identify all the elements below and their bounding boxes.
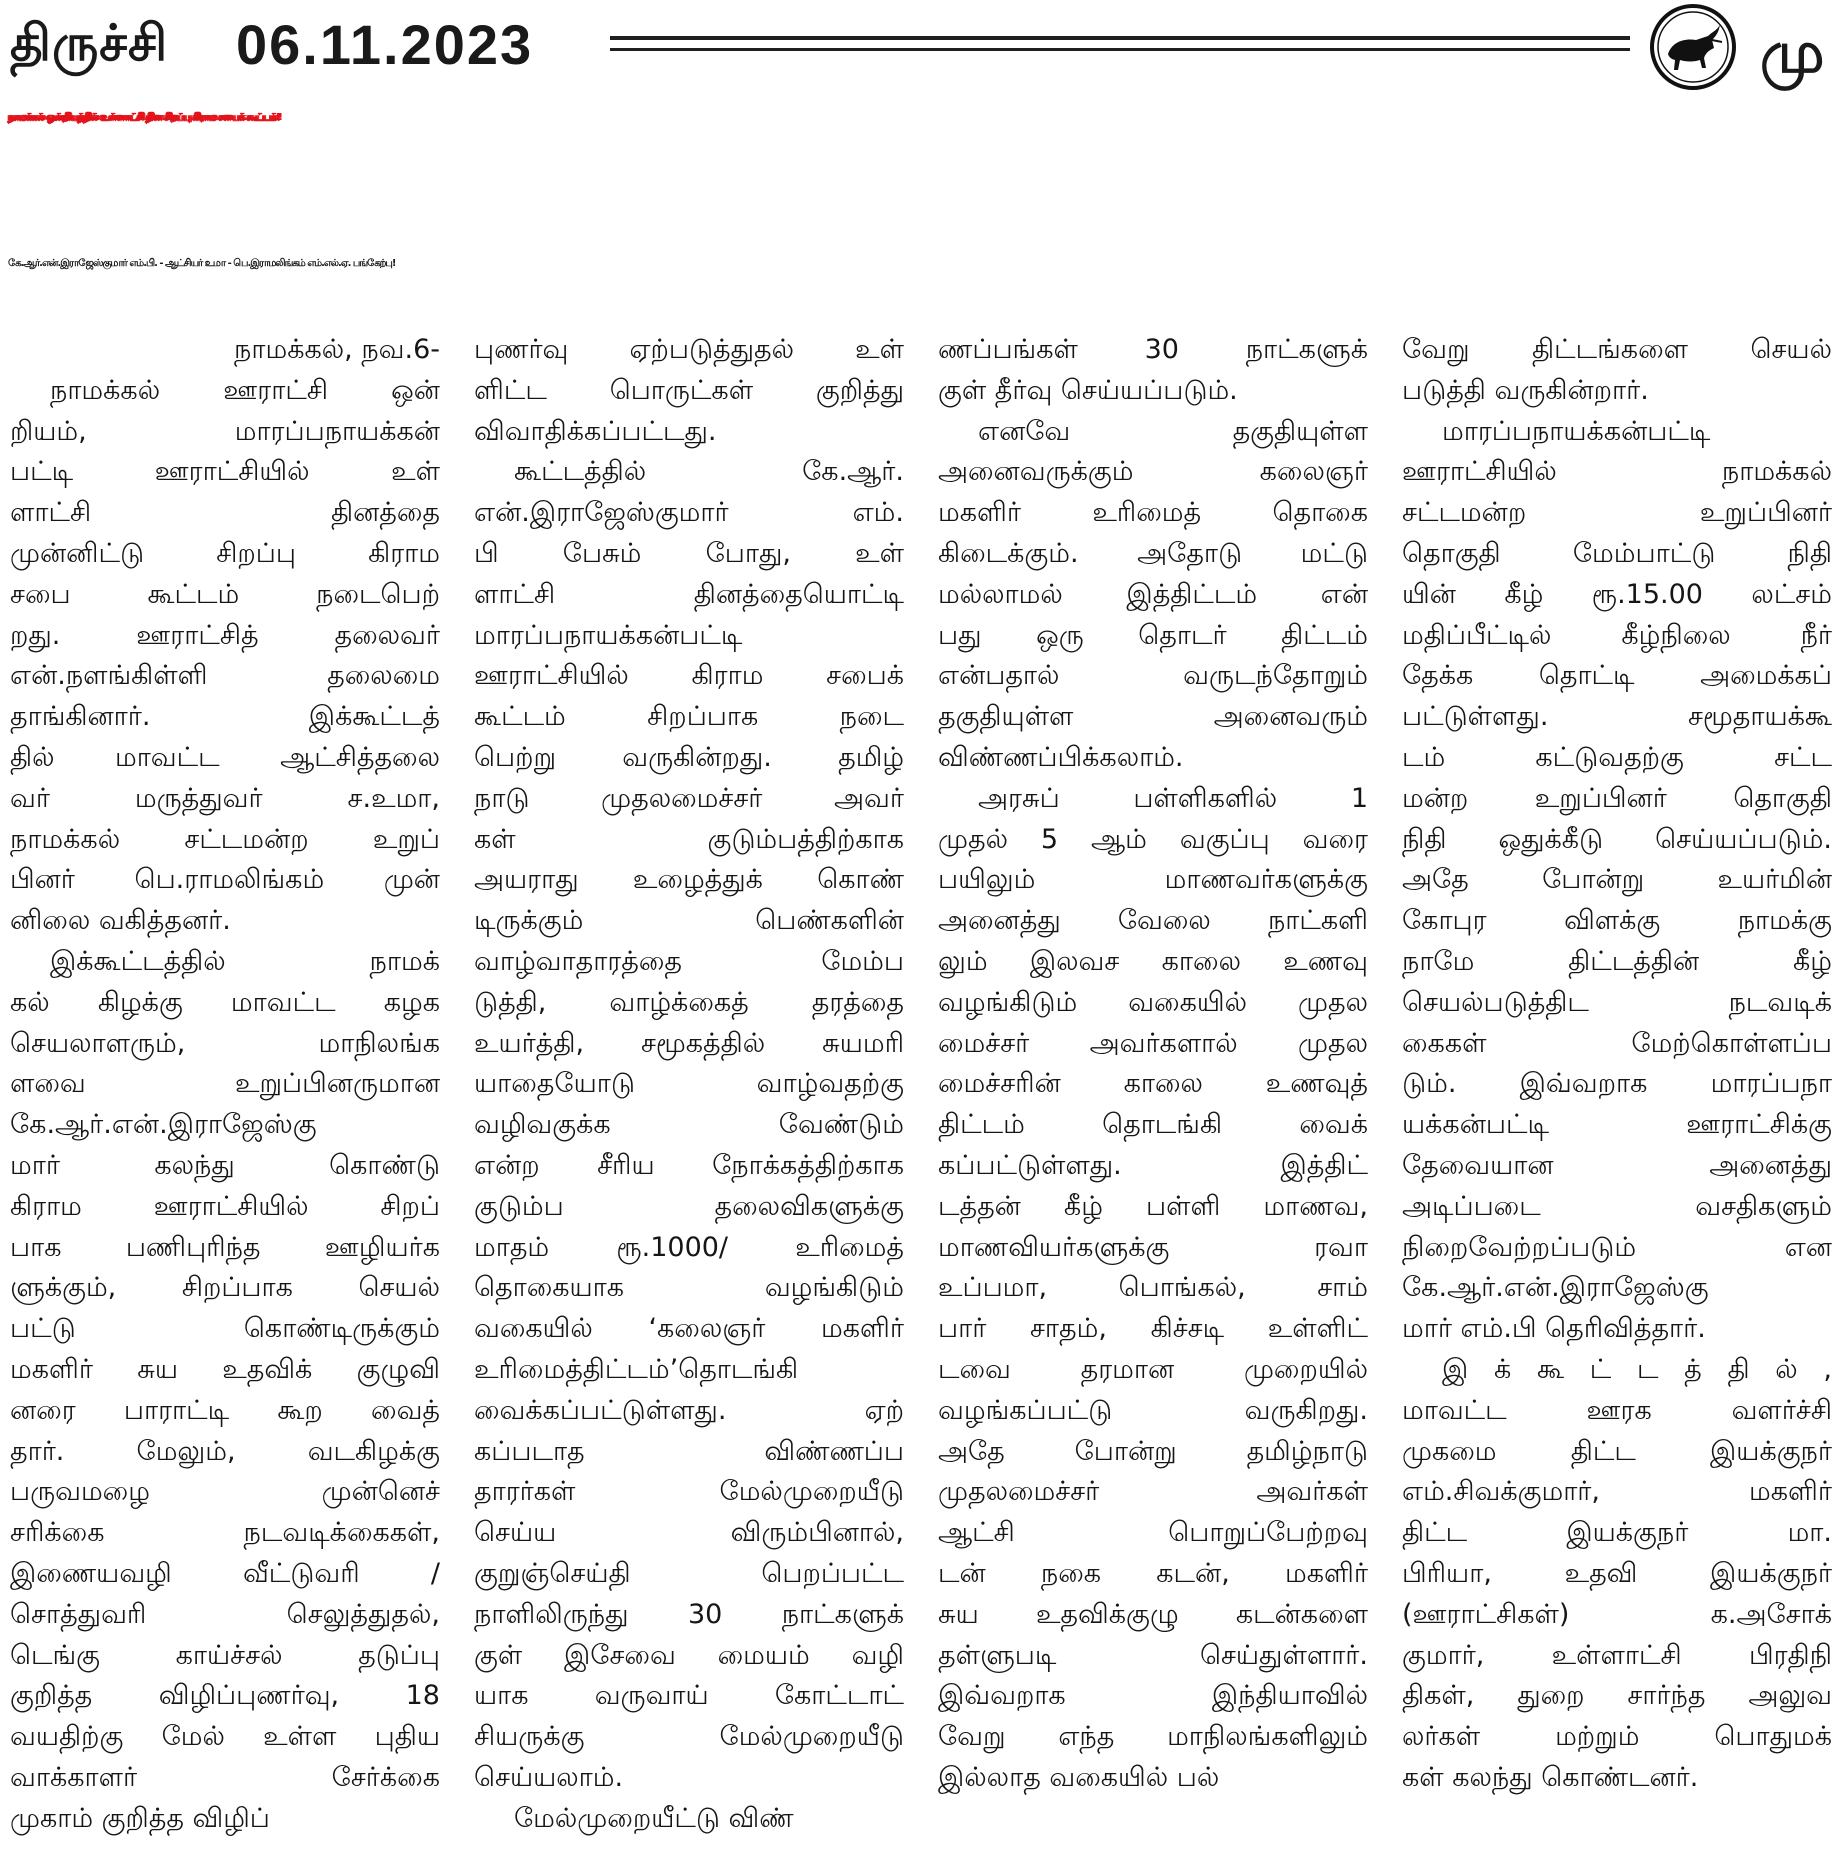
article-line: சட்டமன்ற உறுப்பினர் xyxy=(1402,497,1832,529)
article-line: டன் நகை கடன், மகளிர் xyxy=(938,1557,1368,1589)
masthead-rule xyxy=(610,36,1630,40)
article-line: பினர் பெ.ராமலிங்கம் முன் xyxy=(10,864,440,896)
article-line: டெங்கு காய்ச்சல் தடுப்பு xyxy=(10,1639,440,1671)
article-line: அடிப்படை வசதிகளும் xyxy=(1402,1190,1832,1222)
article-line: யாக வருவாய் கோட்டாட் xyxy=(474,1680,904,1712)
article-line: கள் குடும்பத்திற்காக xyxy=(474,823,904,855)
article-line: ளுக்கும், சிறப்பாக செயல் xyxy=(10,1272,440,1304)
article-line: நாமக்கல் சட்டமன்ற உறுப் xyxy=(10,823,440,855)
article-line: பார் சாதம், கிச்சடி உள்ளிட் xyxy=(938,1313,1368,1345)
article-line: யின் கீழ் ரூ.15.00 லட்சம் xyxy=(1402,578,1832,610)
article-line: ஊராட்சியில் நாமக்கல் xyxy=(1402,456,1832,488)
article-line: திட்டம் தொடங்கி வைக் xyxy=(938,1109,1368,1141)
article-line: இணையவழி வீட்டுவரி / xyxy=(10,1557,440,1589)
article-line: குறித்த விழிப்புணர்வு, 18 xyxy=(10,1680,440,1712)
article-line: நாளிலிருந்து 30 நாட்களுக் xyxy=(474,1598,904,1630)
article-line: மாரப்பநாயக்கன்பட்டி xyxy=(474,619,743,651)
article-line: அரசுப் பள்ளிகளில் 1 xyxy=(978,782,1368,814)
headline: நாமக்கல் ஒன்றியத்தில் உள்ளாட்சி தின சிறப்பு கிராம சபைக் கூட்டம்! xyxy=(8,112,280,123)
article-line: தில் மாவட்ட ஆட்சித்தலை xyxy=(10,741,440,773)
article-line: அனைவருக்கும் கலைஞர் xyxy=(938,456,1368,488)
article-line: ளாட்சி தினத்தையொட்டி xyxy=(474,578,904,610)
article-line: னிலை வகித்தனர். xyxy=(10,905,231,937)
article-line: தள்ளுபடி செய்துள்ளார். xyxy=(938,1639,1368,1671)
article-line: கூட்டத்தில் கே.ஆர். xyxy=(514,456,904,488)
article-line: மாணவியர்களுக்கு ரவா xyxy=(938,1231,1368,1263)
article-line: திட்ட இயக்குநர் மா. xyxy=(1402,1517,1832,1549)
article-line: பெற்று வருகின்றது. தமிழ் xyxy=(474,741,904,773)
article-line: மார் கலந்து கொண்டு xyxy=(10,1149,440,1181)
article-line: சுய உதவிக்குழு கடன்களை xyxy=(938,1598,1368,1630)
article-line: உப்பமா, பொங்கல், சாம் xyxy=(938,1272,1368,1304)
article-line: வழிவகுக்க வேண்டும் xyxy=(474,1109,904,1141)
article-line: பிரியா, உதவி இயக்குநர் xyxy=(1402,1557,1832,1589)
article-line: பது ஒரு தொடர் திட்டம் xyxy=(938,619,1368,651)
article-line: என்.இராஜேஸ்குமார் எம். xyxy=(474,497,904,529)
article-line: கிடைக்கும். அதோடு மட்டு xyxy=(938,537,1368,569)
article-line: கப்படாத விண்ணப்ப xyxy=(474,1435,904,1467)
article-line: வைக்கப்பட்டுள்ளது. ஏற் xyxy=(474,1394,904,1426)
article-line: குள் இசேவை மையம் வழி xyxy=(474,1639,904,1671)
article-line: வேறு திட்டங்களை செயல் xyxy=(1402,334,1832,365)
article-line: பட்டுள்ளது. சமூதாயக்கூ xyxy=(1402,701,1832,733)
article-line: இவ்வறாக இந்தியாவில் xyxy=(938,1680,1368,1712)
article-line: வகையில் ‘கலைஞர் மகளிர் xyxy=(474,1313,904,1345)
article-line: லர்கள் மற்றும் பொதுமக் xyxy=(1402,1721,1832,1753)
article-line: நாமக்கல், நவ.6- xyxy=(234,334,440,365)
article-line: பி பேசும் போது, உள் xyxy=(474,537,904,569)
article-line: (ஊராட்சிகள்) க.அசோக் xyxy=(1402,1598,1832,1630)
article-line: மாரப்பநாயக்கன்பட்டி xyxy=(1442,415,1711,447)
article-line: மார் எம்.பி தெரிவித்தார். xyxy=(1402,1313,1706,1345)
article-line: தேக்க தொட்டி அமைக்கப் xyxy=(1402,660,1832,692)
article-line: தொகுதி மேம்பாட்டு நிதி xyxy=(1402,537,1832,569)
article-line: இக்கூட்டத்தில் நாமக் xyxy=(50,945,440,977)
article-line: முன்னிட்டு சிறப்பு கிராம xyxy=(10,537,440,569)
article-line: கோபுர விளக்கு நாமக்கு xyxy=(1402,905,1832,937)
article-line: ளிட்ட பொருட்கள் குறித்து xyxy=(474,374,904,406)
article-line: றியம், மாரப்பநாயக்கன் xyxy=(10,415,440,447)
article-line: யக்கன்பட்டி ஊராட்சிக்கு xyxy=(1402,1109,1832,1141)
article-column-1 xyxy=(10,330,440,1839)
masthead-rule-thin xyxy=(610,48,1630,51)
article-line: படுத்தி வருகின்றார். xyxy=(1402,374,1649,406)
article-column-4 xyxy=(1402,330,1832,1799)
edition-date: 06.11.2023 xyxy=(236,13,534,76)
article-body xyxy=(0,330,1838,1870)
article-line: தாரர்கள் மேல்முறையீடு xyxy=(474,1476,904,1508)
article-line: தொகையாக வழங்கிடும் xyxy=(474,1272,904,1304)
article-line: டவை தரமான முறையில் xyxy=(938,1353,1368,1385)
article-line: தகுதியுள்ள அனைவரும் xyxy=(938,701,1368,733)
article-line: மேல்முறையீட்டு விண் xyxy=(514,1802,794,1834)
article-line: தார். மேலும், வடகிழக்கு xyxy=(10,1435,440,1467)
article-line: திகள், துறை சார்ந்த அலுவ xyxy=(1402,1680,1832,1712)
article-line: ஆட்சி பொறுப்பேற்றவு xyxy=(938,1517,1368,1549)
article-line: டத்தன் கீழ் பள்ளி மாணவ, xyxy=(938,1190,1368,1222)
article-line: மகளிர் உரிமைத் தொகை xyxy=(938,497,1368,529)
article-line: முகமை திட்ட இயக்குநர் xyxy=(1402,1435,1832,1467)
article-line: நாமக்கல் ஊராட்சி ஒன் xyxy=(50,374,440,406)
article-line: மைச்சர் அவர்களால் முதல xyxy=(938,1027,1368,1059)
edition-place: திருச்சி xyxy=(10,14,169,72)
article-line: யாதையோடு வாழ்வதற்கு xyxy=(474,1068,904,1100)
article-line: றது. ஊராட்சித் தலைவர் xyxy=(10,619,440,651)
article-line: கல் கிழக்கு மாவட்ட கழக xyxy=(10,986,440,1018)
article-line: பட்டு கொண்டிருக்கும் xyxy=(10,1313,440,1345)
article-line: பயிலும் மாணவர்களுக்கு xyxy=(938,864,1368,896)
article-line: இ க் கூ ட் ட த் தி ல் , xyxy=(1442,1353,1832,1385)
article-line: உயர்த்தி, சமூகத்தில் சுயமரி xyxy=(474,1027,904,1059)
article-line: டம் கட்டுவதற்கு சட்ட xyxy=(1402,741,1832,773)
article-line: புணர்வு ஏற்படுத்துதல் உள் xyxy=(474,334,904,365)
article-line: டுத்தி, வாழ்க்கைத் தரத்தை xyxy=(474,986,904,1018)
article-line: தாங்கினார். இக்கூட்டத் xyxy=(10,701,440,733)
article-line: கே.ஆர்.என்.இராஜேஸ்கு xyxy=(10,1109,317,1141)
newspaper-name: மு xyxy=(1760,18,1825,86)
article-line: குறுஞ்செய்தி பெறப்பட்ட xyxy=(474,1557,904,1589)
article-line: நாமே திட்டத்தின் கீழ் xyxy=(1402,945,1832,977)
article-line: செய்யலாம். xyxy=(474,1761,624,1793)
article-line: ணப்பங்கள் 30 நாட்களுக் xyxy=(938,334,1368,365)
article-line: மன்ற உறுப்பினர் தொகுதி xyxy=(1402,782,1832,814)
article-line: எம்.சிவக்குமார், மகளிர் xyxy=(1402,1476,1832,1508)
article-line: விண்ணப்பிக்கலாம். xyxy=(938,741,1184,773)
article-line: கள் கலந்து கொண்டனர். xyxy=(1402,1761,1699,1793)
article-line: வாழ்வாதாரத்தை மேம்ப xyxy=(474,945,904,977)
article-line: நாடு முதலமைச்சர் அவர் xyxy=(474,782,904,814)
article-line: னரை பாராட்டி கூற வைத் xyxy=(10,1394,440,1426)
article-line: குள் தீர்வு செய்யப்படும். xyxy=(938,374,1238,406)
article-line: மாவட்ட ஊரக வளர்ச்சி xyxy=(1402,1394,1832,1426)
article-line: மைச்சரின் காலை உணவுத் xyxy=(938,1068,1368,1100)
subheadline: கே.ஆர்.என்.இராஜேஸ்குமார் எம்.பி. - ஆட்சியர் உமா - பெ.இராமலிங்கம் எம்.எல்.ஏ. பங்கேற்பு! xyxy=(8,258,396,269)
article-line: லும் இலவச காலை உணவு xyxy=(938,945,1368,977)
article-line: முதல் 5 ஆம் வகுப்பு வரை xyxy=(938,823,1368,855)
article-line: என்பதால் வருடந்தோறும் xyxy=(938,660,1368,692)
article-line: சபை கூட்டம் நடைபெற் xyxy=(10,578,440,610)
article-line: சியருக்கு மேல்முறையீடு xyxy=(474,1721,904,1753)
article-line: எனவே தகுதியுள்ள xyxy=(978,415,1368,447)
article-line: நிறைவேற்றப்படும் என xyxy=(1402,1231,1832,1263)
article-line: இல்லாத வகையில் பல் xyxy=(938,1761,1220,1793)
article-line: கப்பட்டுள்ளது. இத்திட் xyxy=(938,1149,1368,1181)
article-line: வயதிற்கு மேல் உள்ள புதிய xyxy=(10,1721,440,1753)
article-line: நிதி ஒதுக்கீடு செய்யப்படும். xyxy=(1402,823,1832,855)
article-line: பருவமழை முன்னெச் xyxy=(10,1476,440,1508)
article-column-3 xyxy=(938,330,1368,1799)
article-line: பட்டி ஊராட்சியில் உள் xyxy=(10,456,440,488)
article-line: அனைத்து வேலை நாட்களி xyxy=(938,905,1368,937)
article-line: அயராது உழைத்துக் கொண் xyxy=(474,864,904,896)
article-line: ளவை உறுப்பினருமான xyxy=(10,1068,440,1100)
article-line: தேவையான அனைத்து xyxy=(1402,1149,1832,1181)
article-line: கூட்டம் சிறப்பாக நடை xyxy=(474,701,904,733)
article-line: ஊராட்சியில் கிராம சபைக் xyxy=(474,660,904,692)
article-line: மதிப்பீட்டில் கீழ்நிலை நீர் xyxy=(1402,619,1832,651)
article-line: முகாம் குறித்த விழிப் xyxy=(10,1802,270,1834)
article-line: செயலாளரும், மாநிலங்க xyxy=(10,1027,440,1059)
article-line: மகளிர் சுய உதவிக் குழுவி xyxy=(10,1353,440,1385)
article-line: மாதம் ரூ.1000/ உரிமைத் xyxy=(474,1231,904,1263)
article-line: பாக பணிபுரிந்த ஊழியர்க xyxy=(10,1231,440,1263)
article-line: செய்ய விரும்பினால், xyxy=(474,1517,904,1549)
article-line: முதலமைச்சர் அவர்கள் xyxy=(938,1476,1368,1508)
article-line: குடும்ப தலைவிகளுக்கு xyxy=(474,1190,904,1222)
bull-emblem-icon xyxy=(1648,2,1738,92)
article-line: வாக்காளர் சேர்க்கை xyxy=(10,1761,440,1793)
article-line: வழங்கிடும் வகையில் முதல xyxy=(938,986,1368,1018)
article-line: என்ற சீரிய நோக்கத்திற்காக xyxy=(474,1149,904,1181)
article-line: கைகள் மேற்கொள்ளப்ப xyxy=(1402,1027,1832,1059)
article-column-2 xyxy=(474,330,904,1839)
article-line: சரிக்கை நடவடிக்கைகள், xyxy=(10,1517,440,1549)
article-line: விவாதிக்கப்பட்டது. xyxy=(474,415,717,447)
article-line: உரிமைத்திட்டம்’தொடங்கி xyxy=(474,1353,799,1385)
masthead xyxy=(0,0,1838,100)
article-line: டிருக்கும் பெண்களின் xyxy=(474,905,904,937)
article-line: டும். இவ்வறாக மாரப்பநா xyxy=(1402,1068,1832,1100)
article-line: கிராம ஊராட்சியில் சிறப் xyxy=(10,1190,440,1222)
article-line: குமார், உள்ளாட்சி பிரதிநி xyxy=(1402,1639,1832,1671)
article-line: அதே போன்று உயர்மின் xyxy=(1402,864,1832,896)
article-line: வர் மருத்துவர் ச.உமா, xyxy=(10,782,440,814)
article-line: வேறு எந்த மாநிலங்களிலும் xyxy=(938,1721,1368,1753)
article-line: சொத்துவரி செலுத்துதல், xyxy=(10,1598,440,1630)
article-line: செயல்படுத்திட நடவடிக் xyxy=(1402,986,1832,1018)
article-line: வழங்கப்பட்டு வருகிறது. xyxy=(938,1394,1368,1426)
article-line: என்.நளங்கிள்ளி தலைமை xyxy=(10,660,440,692)
article-line: கே.ஆர்.என்.இராஜேஸ்கு xyxy=(1402,1272,1709,1304)
article-line: மல்லாமல் இத்திட்டம் என் xyxy=(938,578,1368,610)
article-line: ளாட்சி தினத்தை xyxy=(10,497,440,529)
article-line: அதே போன்று தமிழ்நாடு xyxy=(938,1435,1368,1467)
